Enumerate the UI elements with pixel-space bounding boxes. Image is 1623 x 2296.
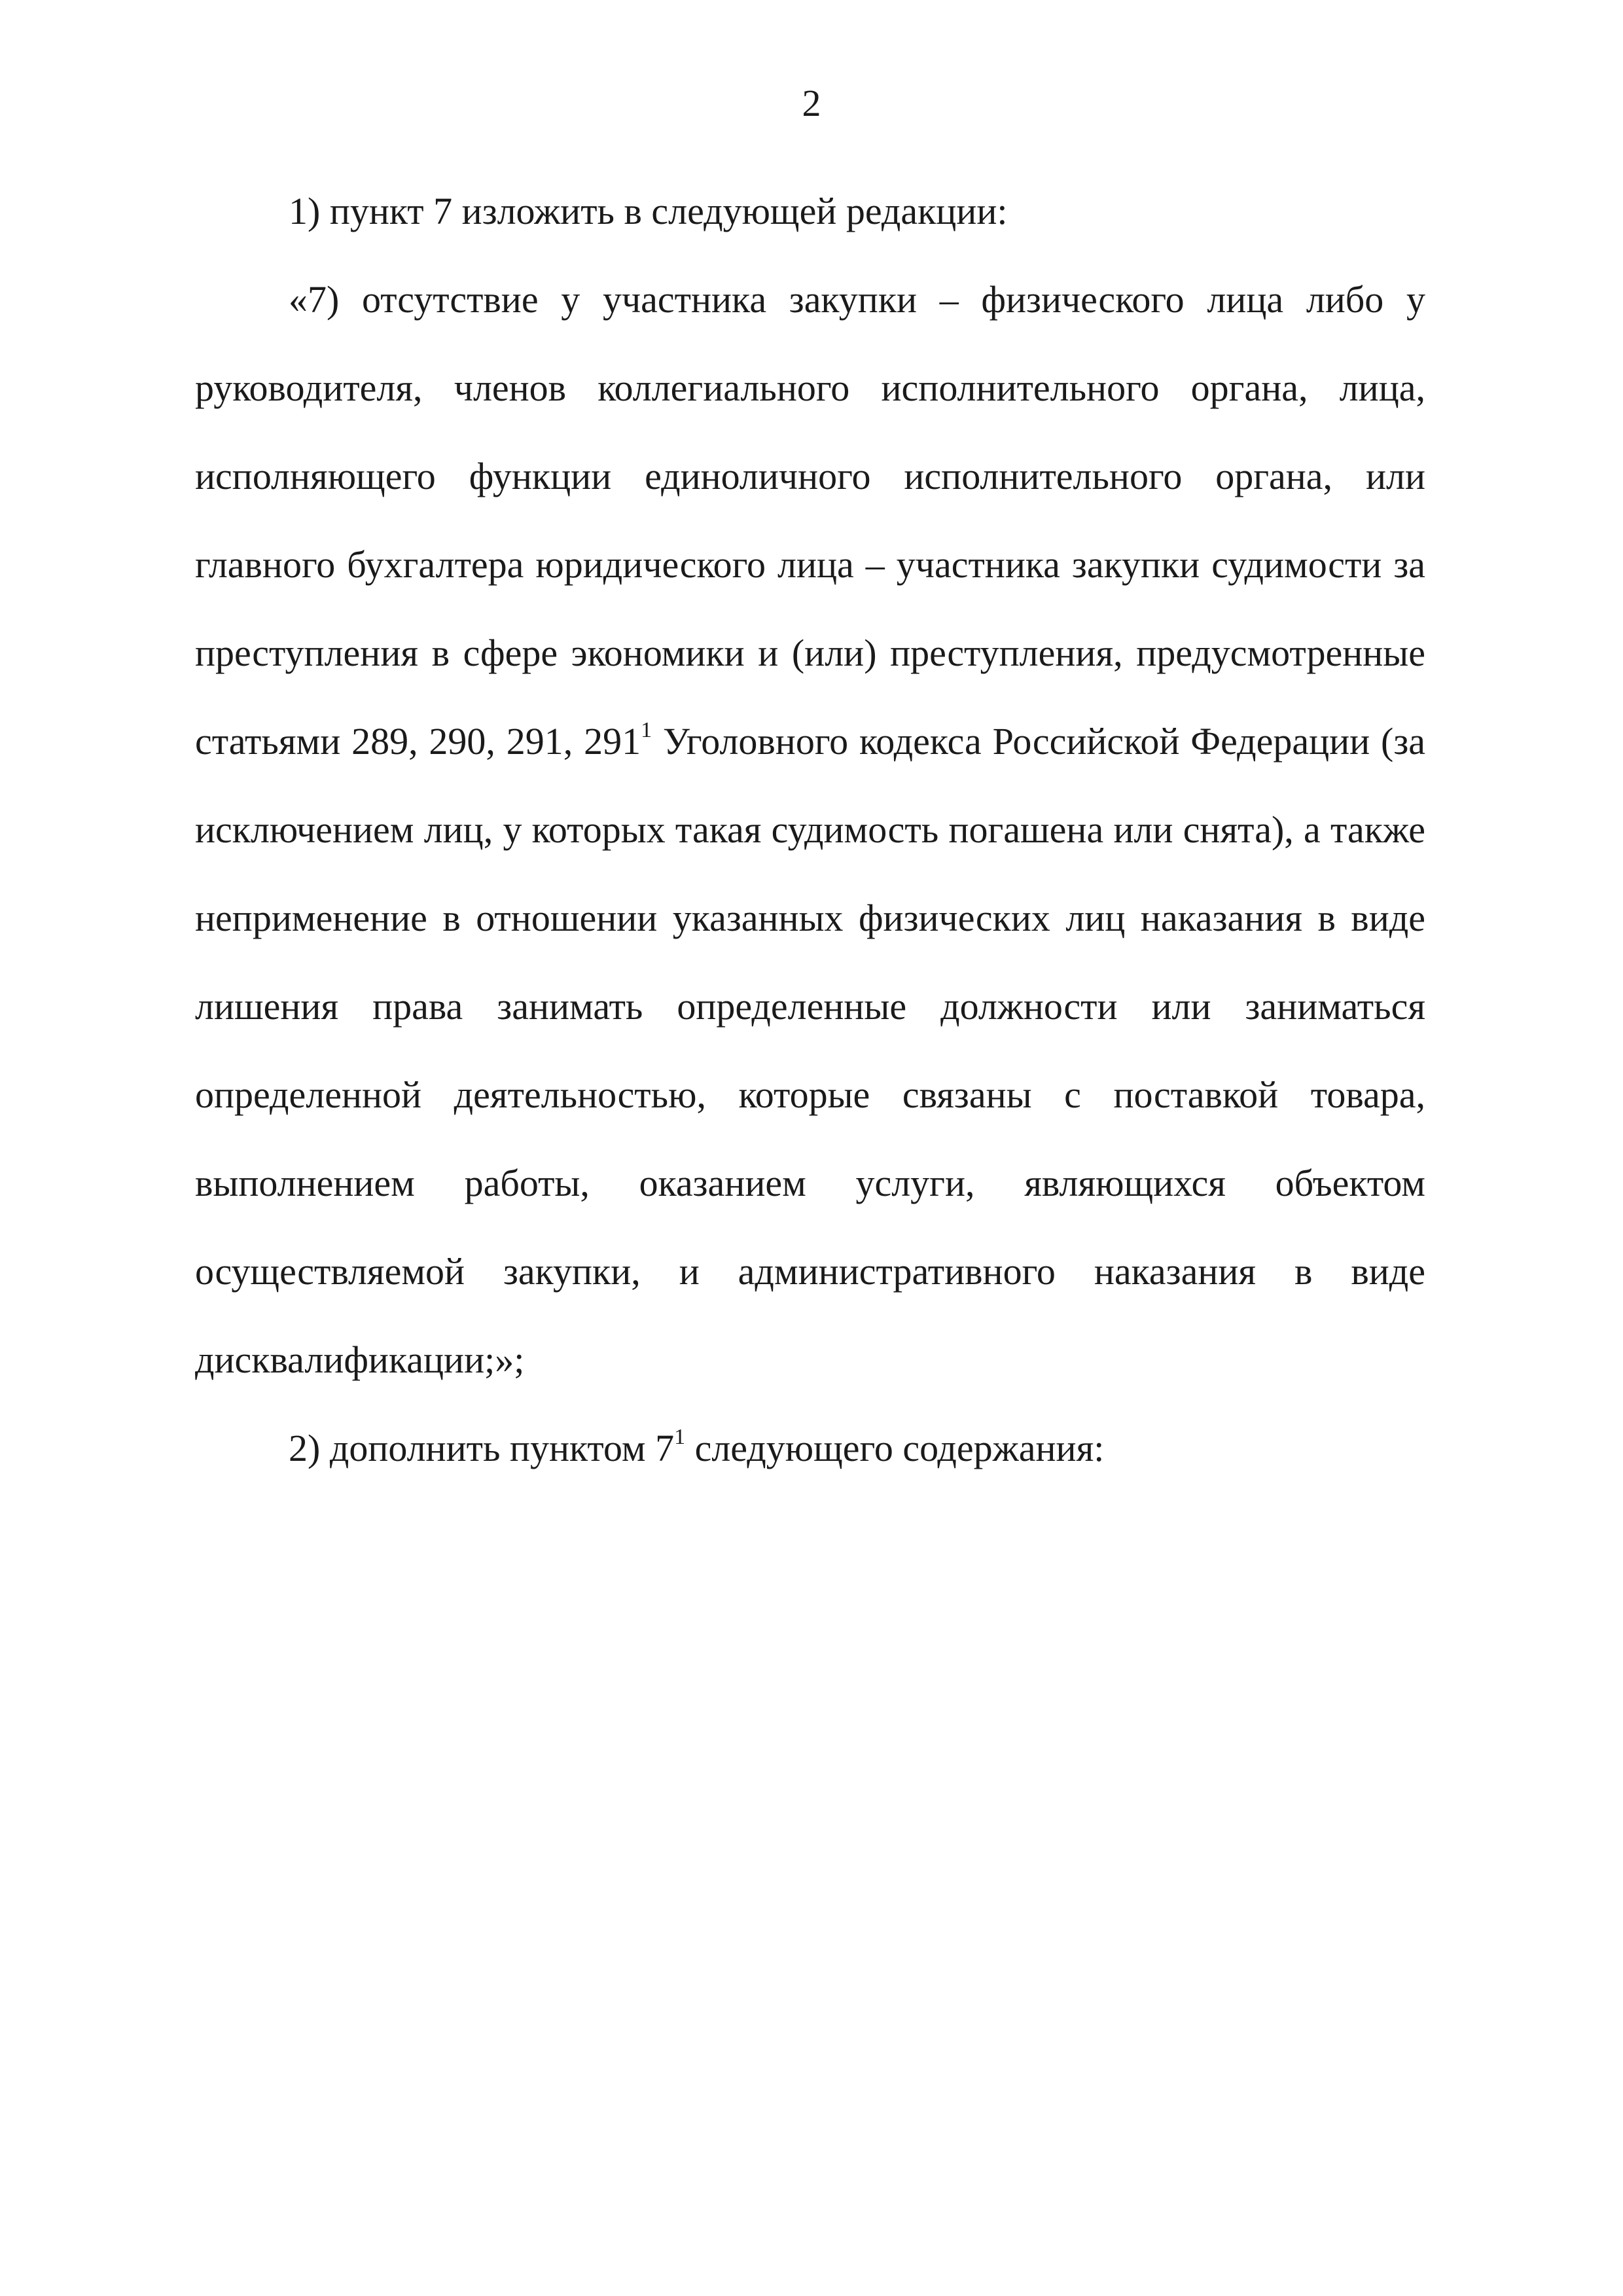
superscript-index: 1 (674, 1425, 686, 1449)
superscript-index: 1 (641, 718, 652, 742)
paragraph-text-part: Уголовного кодекса Российской Федерации (за исключением лиц, у которых такая судимость погашена или снята), а также неприменение в отношении указанных физических лиц наказания в виде лишения права занимать определенные должности или заниматься определенной деятельностью, которые связаны с поставкой товара, выполнением работы, оказанием услуги, являющихся объектом осуществляемой закупки, и административного наказания в виде дисквалификации;»; (195, 720, 1425, 1381)
paragraph-text-part: 2) дополнить пунктом 7 (289, 1427, 675, 1469)
paragraph-text-part: следующего содержания: (685, 1427, 1105, 1469)
paragraph-amend-point-7 (195, 167, 1425, 255)
paragraph-text: 1) пункт 7 изложить в следующей редакции: (289, 190, 1008, 232)
paragraph-text-part: «7) отсутствие у участника закупки – физического лица либо у руководителя, членов коллегиального исполнительного органа, лица, исполняющего функции единоличного исполнительного органа, или главного бухгалтера юридического лица – участника закупки судимости за преступления в сфере экономики и (или) преступления, предусмотренные статьями 289, 290, 291, 291 (195, 278, 1425, 762)
document-body (195, 167, 1425, 1492)
page-number: 2 (802, 82, 821, 124)
paragraph-add-point-7-1 (195, 1404, 1425, 1492)
paragraph-point-7-text (195, 255, 1425, 1404)
